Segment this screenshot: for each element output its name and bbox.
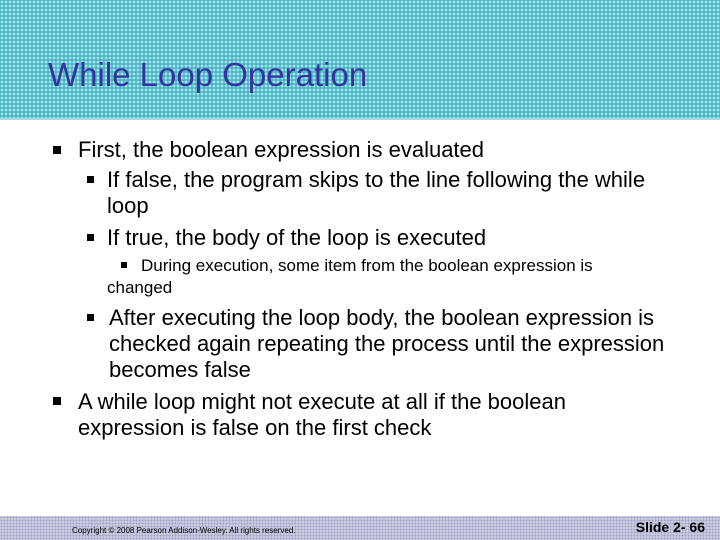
bullet-after-executing: After executing the loop body, the boolean expression is checked again repeating the process until the expression becomes false: [109, 305, 665, 382]
bullet-if-true: If true, the body of the loop is executed: [107, 225, 487, 250]
bullet-square-icon: [53, 397, 61, 405]
slide-title: While Loop Operation: [48, 56, 368, 93]
bullet-square-icon: [87, 314, 94, 321]
bullet-during-execution: During execution, some item from the boolean expression is changed: [107, 256, 593, 297]
bullet-if-false: If false, the program skips to the line following the while loop: [107, 167, 646, 218]
bullet-square-icon: [87, 176, 94, 183]
slide-number: Slide 2- 66: [635, 519, 705, 535]
bullet-square-icon: [87, 234, 94, 241]
bullet-square-icon: [53, 146, 61, 154]
bullet-first-evaluated: First, the boolean expression is evaluated: [78, 137, 485, 162]
copyright-notice: Copyright © 2008 Pearson Addison-Wesley. All rights reserved.: [72, 526, 296, 535]
bullet-might-not-execute: A while loop might not execute at all if the boolean expression is false on the first check: [78, 389, 566, 440]
